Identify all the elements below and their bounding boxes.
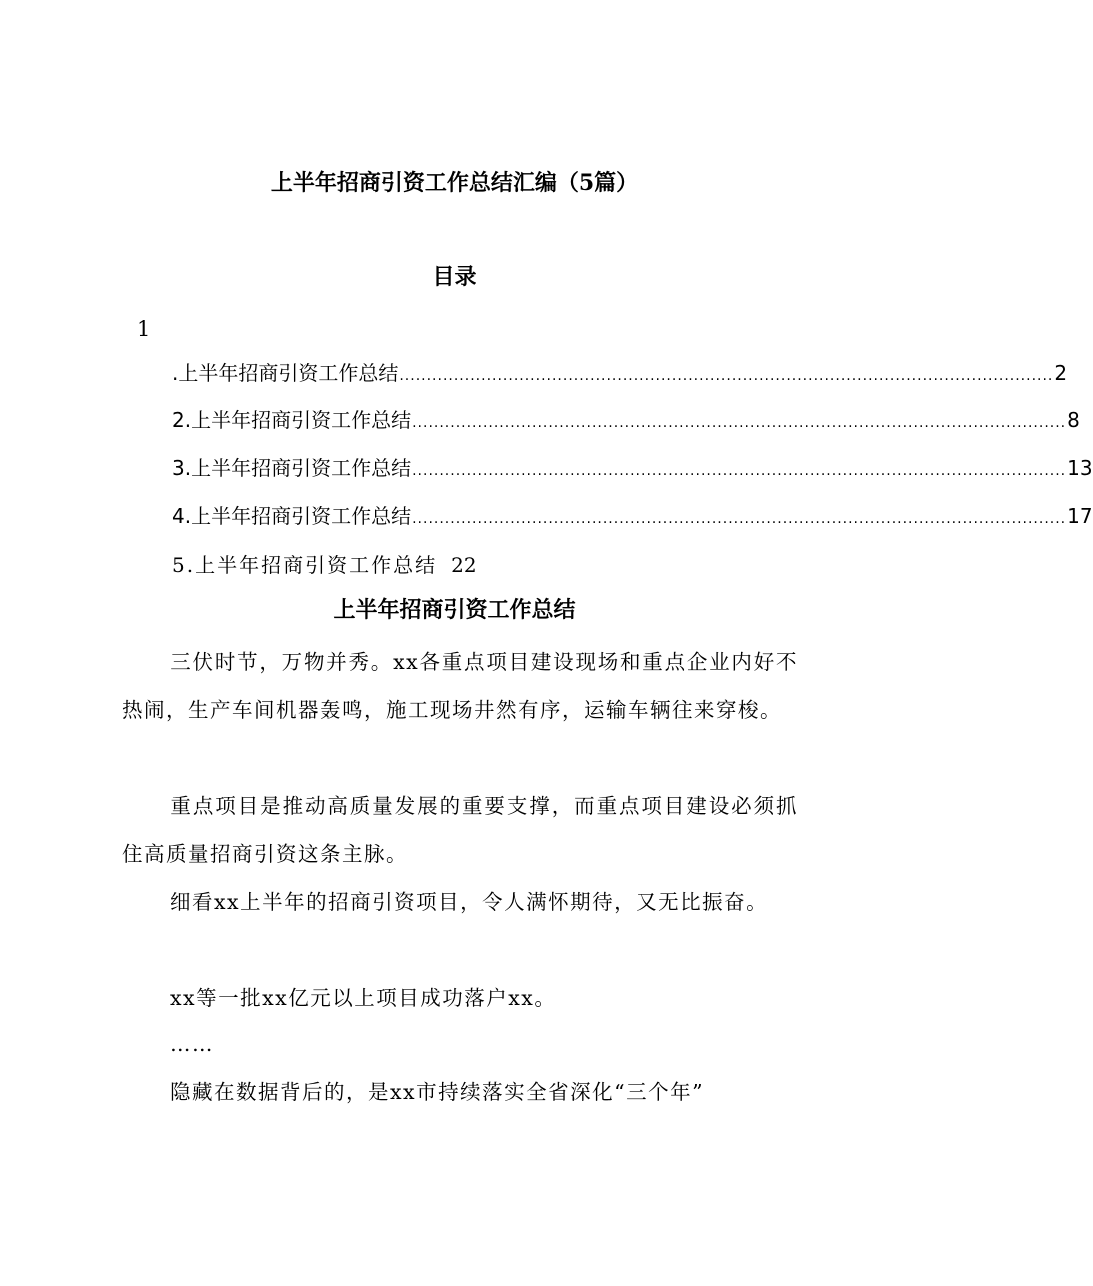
paragraph-text: 细看xx上半年的招商引资项目，令人满怀期待，又无比振奋。: [170, 890, 769, 914]
toc-entry-label: 3.上半年招商引资工作总结: [172, 456, 412, 480]
toc-entry-label: 4.上半年招商引资工作总结: [172, 504, 412, 528]
toc-entry-label: 5.上半年招商引资工作总结: [172, 553, 438, 577]
paragraph-text: ……: [170, 1032, 214, 1056]
toc-entry-label: 2.上半年招商引资工作总结: [172, 408, 412, 432]
paragraph: [122, 1020, 798, 1068]
paragraph-text: 隐藏在数据背后的，是xx市持续落实全省深化“三个年”: [170, 1080, 705, 1104]
toc-entry-page: 2: [1054, 361, 1068, 385]
section-title: 上半年招商引资工作总结: [333, 597, 576, 623]
toc-entry[interactable]: [172, 502, 1093, 533]
toc-leader-dots: ........................................................................................................................: [399, 368, 1054, 384]
paragraph: [122, 1068, 798, 1116]
paragraph: [122, 974, 798, 1022]
toc-entry-page: 13: [1067, 456, 1093, 480]
toc-entry-label: .上半年招商引资工作总结: [172, 361, 399, 385]
toc-entry[interactable]: [172, 359, 1068, 390]
paragraph: [122, 782, 798, 878]
toc-entry-page: 8: [1067, 408, 1080, 432]
toc-leader-dots: ........................................................................................................................: [412, 463, 1067, 479]
paragraph-text: 重点项目是推动高质量发展的重要支撑，而重点项目建设必须抓住高质量招商引资这条主脉。: [122, 794, 798, 866]
toc-entry[interactable]: [172, 551, 477, 579]
toc-number: 1: [137, 317, 151, 341]
toc-entry[interactable]: [172, 406, 1080, 437]
toc-entry-page: 17: [1067, 504, 1093, 528]
paragraph-text: xx等一批xx亿元以上项目成功落户xx。: [170, 986, 557, 1010]
toc-entry-page: 22: [451, 553, 477, 577]
toc-entry[interactable]: [172, 454, 1093, 485]
toc-heading: 目录: [432, 264, 477, 290]
document-title: 上半年招商引资工作总结汇编（5篇）: [270, 170, 639, 196]
paragraph-text: 三伏时节，万物并秀。xx各重点项目建设现场和重点企业内好不热闹，生产车间机器轰鸣，施工现场井然有序，运输车辆往来穿梭。: [122, 650, 798, 722]
toc-leader-dots: ........................................................................................................................: [412, 511, 1067, 527]
paragraph: [122, 878, 798, 926]
paragraph: [122, 638, 798, 734]
toc-leader-dots: ........................................................................................................................: [412, 415, 1067, 431]
